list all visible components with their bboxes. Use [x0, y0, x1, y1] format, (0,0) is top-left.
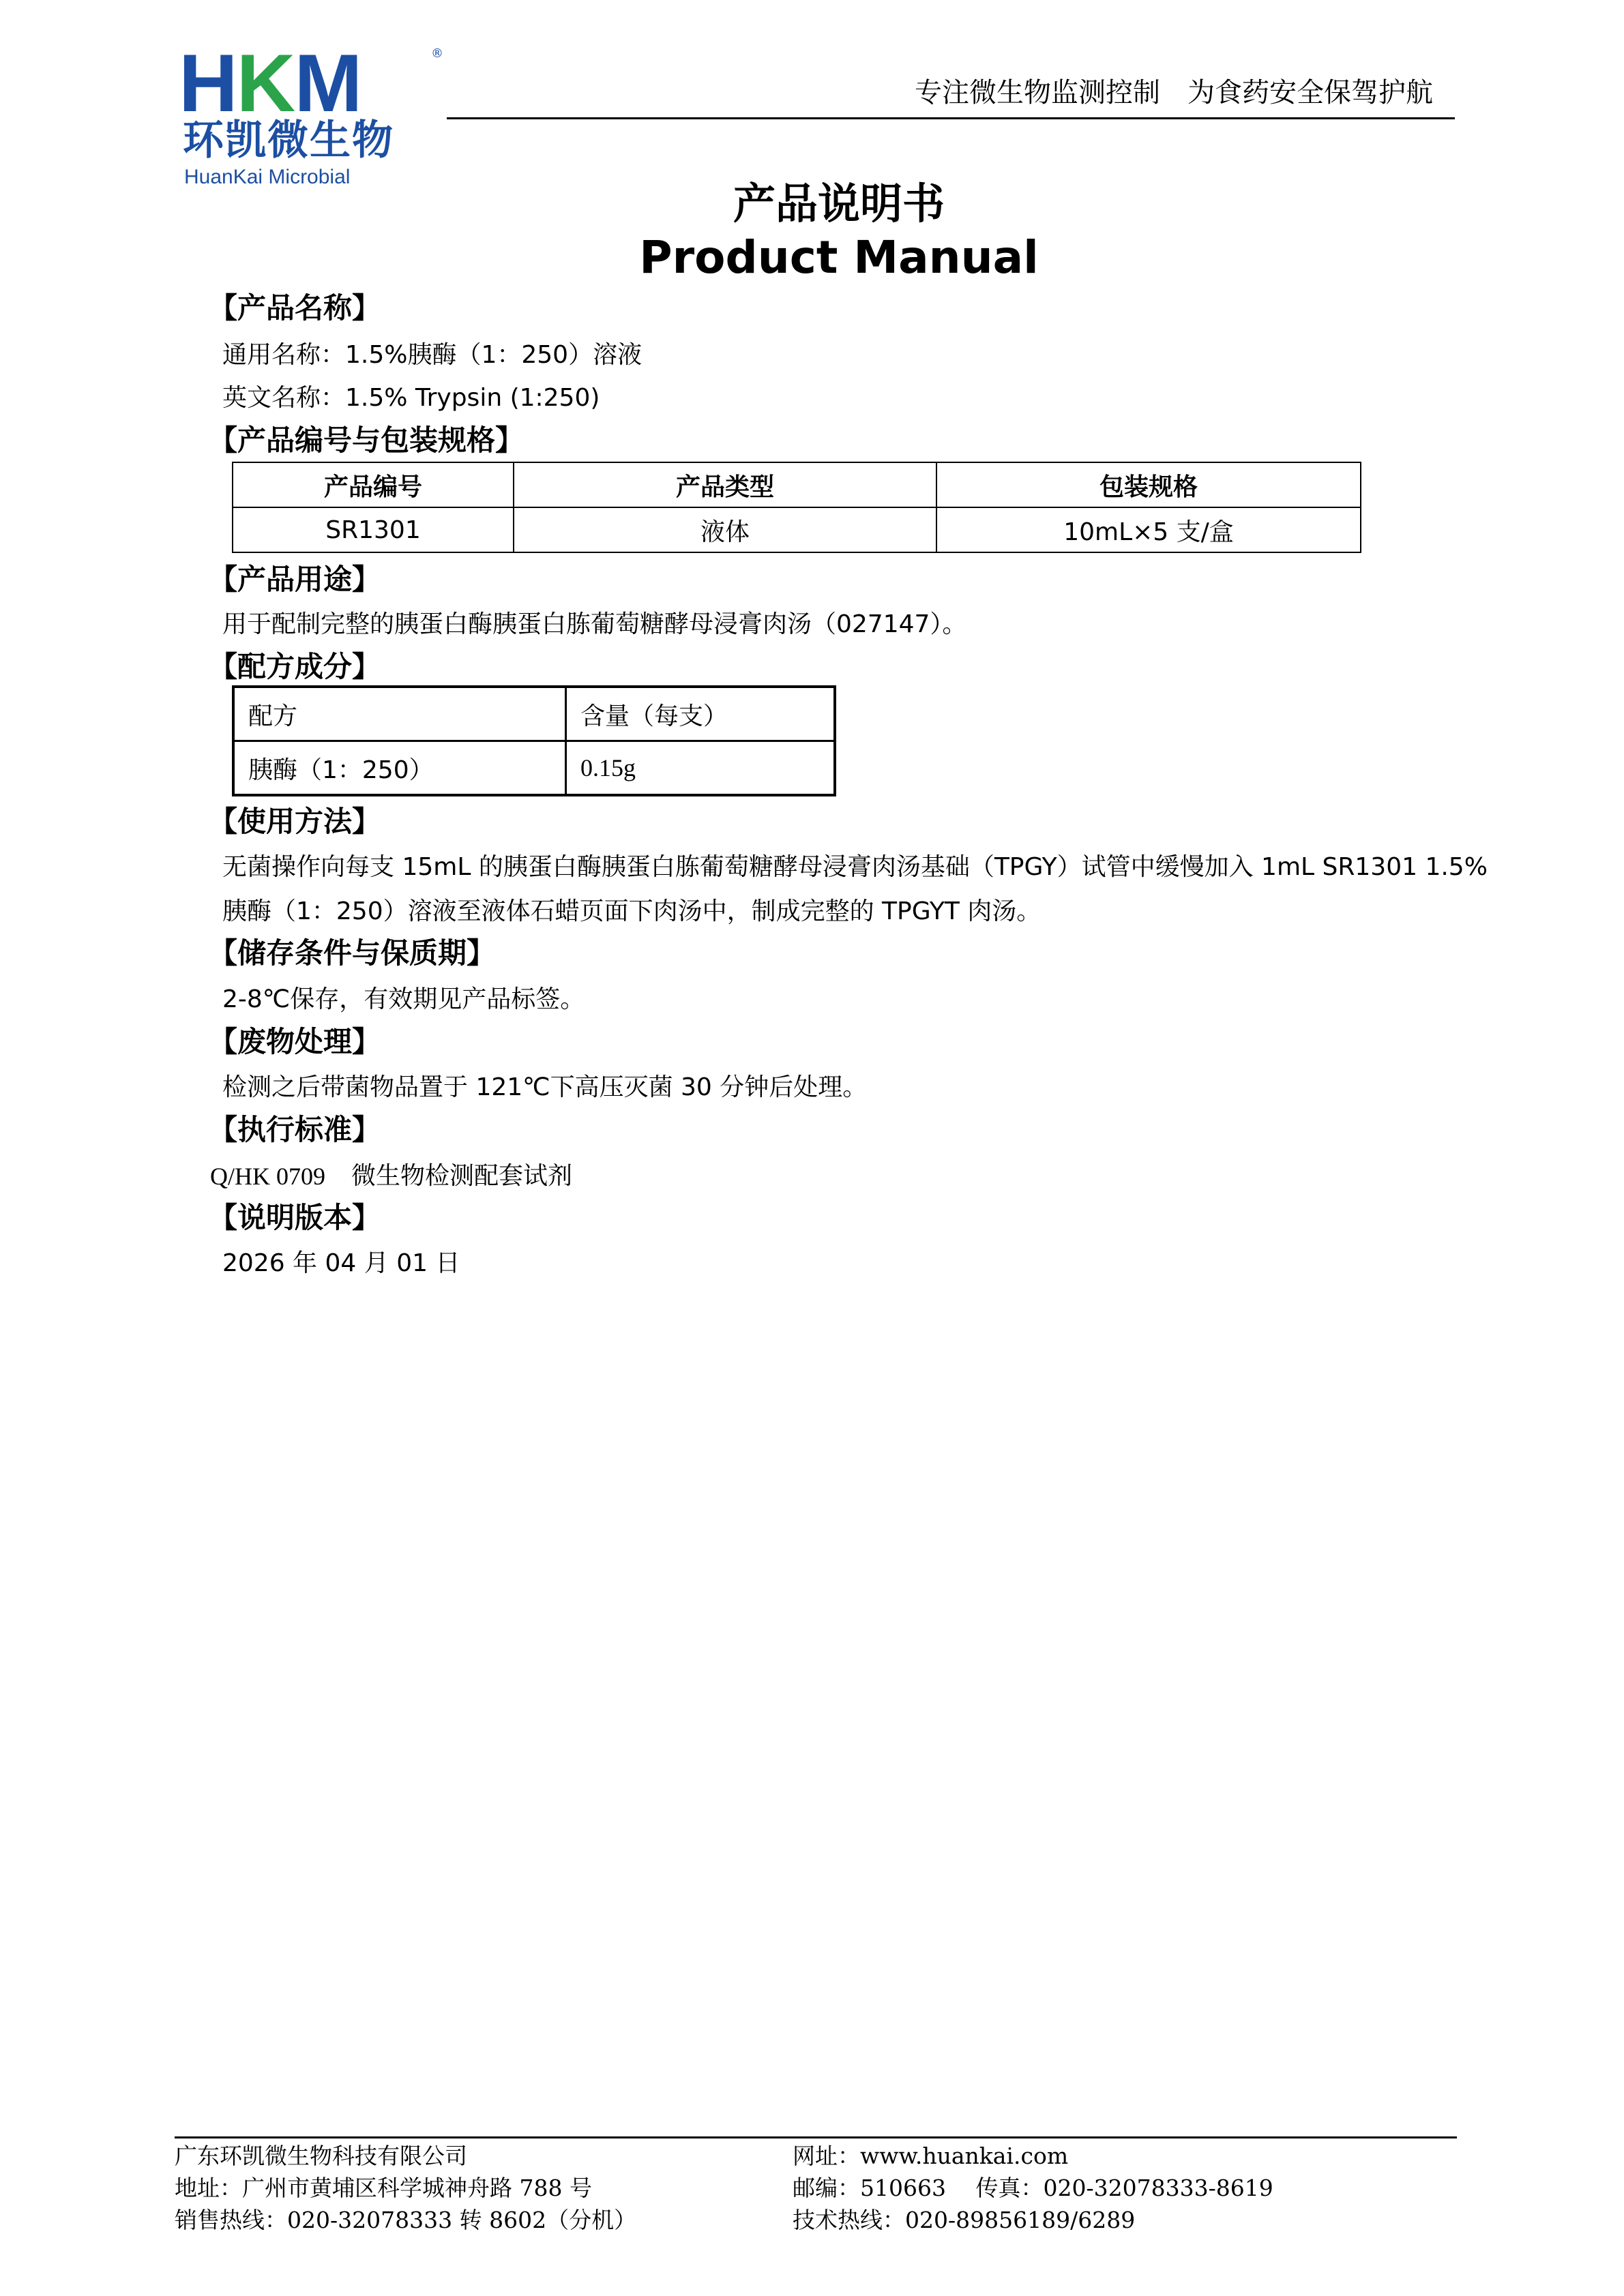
standard-text: 微生物检测配套试剂 [351, 1162, 573, 1190]
packaging-table [232, 462, 1361, 553]
company-logo [179, 38, 452, 188]
product-type-cell: 液体 [514, 507, 936, 552]
document-title-cn: 产品说明书 [733, 179, 945, 228]
table-row [233, 741, 835, 796]
standard-code: Q/HK 0709 [210, 1163, 325, 1190]
registered-mark: ® [431, 46, 443, 61]
logo-mark: HKM [179, 38, 361, 129]
footer-divider [175, 2136, 1457, 2138]
english-name: 英文名称：1.5% Trypsin (1:250) [222, 384, 600, 412]
footer-tech-hotline: 技术热线：020-89856189/6289 [793, 2207, 1136, 2233]
column-header: 产品编号 [233, 462, 514, 507]
logo-chinese-name: 环凯微生物 [183, 117, 394, 164]
footer-postcode-fax: 邮编：510663 传真：020-32078333-8619 [793, 2175, 1273, 2201]
section-heading-storage: 【储存条件与保质期】 [209, 936, 496, 970]
version-date: 2026 年 04 月 01 日 [222, 1249, 460, 1277]
section-heading-packaging: 【产品编号与包装规格】 [209, 423, 525, 457]
column-header: 产品类型 [514, 462, 936, 507]
product-code-cell: SR1301 [233, 507, 514, 552]
footer-website[interactable]: 网址：www.huankai.com [793, 2143, 1069, 2169]
column-header: 配方 [233, 687, 566, 741]
section-heading-method: 【使用方法】 [209, 805, 381, 838]
footer-address: 地址：广州市黄埔区科学城神舟路 788 号 [175, 2175, 592, 2201]
document-title-en: Product Manual [639, 231, 1039, 284]
storage-text: 2-8℃保存，有效期见产品标签。 [222, 985, 585, 1013]
section-heading-standard: 【执行标准】 [209, 1113, 381, 1146]
column-header: 包装规格 [936, 462, 1361, 507]
section-heading-version: 【说明版本】 [209, 1201, 381, 1234]
method-text-line-1: 无菌操作向每支 15mL 的胰蛋白酶胰蛋白胨葡萄糖酵母浸膏肉汤基础（TPGY）试管中缓慢加入 1mL SR1301 1.5% [222, 853, 1488, 881]
waste-text: 检测之后带菌物品置于 121℃下高压灭菌 30 分钟后处理。 [222, 1073, 868, 1101]
formula-table [232, 685, 836, 796]
header-divider [447, 117, 1455, 119]
footer-sales-hotline: 销售热线：020-32078333 转 8602（分机） [175, 2207, 637, 2233]
section-heading-formula: 【配方成分】 [209, 650, 381, 683]
logo-english-name: HuanKai Microbial [184, 166, 351, 188]
ingredient-cell: 胰酶（1：250） [233, 741, 566, 796]
usage-text: 用于配制完整的胰蛋白酶胰蛋白胨葡萄糖酵母浸膏肉汤（027147）。 [222, 610, 967, 638]
section-heading-waste: 【废物处理】 [209, 1025, 381, 1058]
footer-company: 广东环凯微生物科技有限公司 [175, 2143, 467, 2169]
section-heading-usage: 【产品用途】 [209, 563, 381, 596]
table-header-row [233, 462, 1361, 507]
section-heading-product-name: 【产品名称】 [209, 291, 381, 325]
table-row [233, 507, 1361, 552]
table-header-row [233, 687, 835, 741]
header-slogan: 专注微生物监测控制 为食药安全保驾护航 [915, 77, 1433, 108]
column-header: 含量（每支） [566, 687, 836, 741]
common-name: 通用名称：1.5%胰酶（1：250）溶液 [222, 341, 643, 369]
method-text-line-2: 胰酶（1：250）溶液至液体石蜡页面下肉汤中，制成完整的 TPGYT 肉汤。 [222, 897, 1042, 925]
package-spec-cell: 10mL×5 支/盒 [936, 507, 1361, 552]
amount-cell: 0.15g [566, 741, 836, 796]
